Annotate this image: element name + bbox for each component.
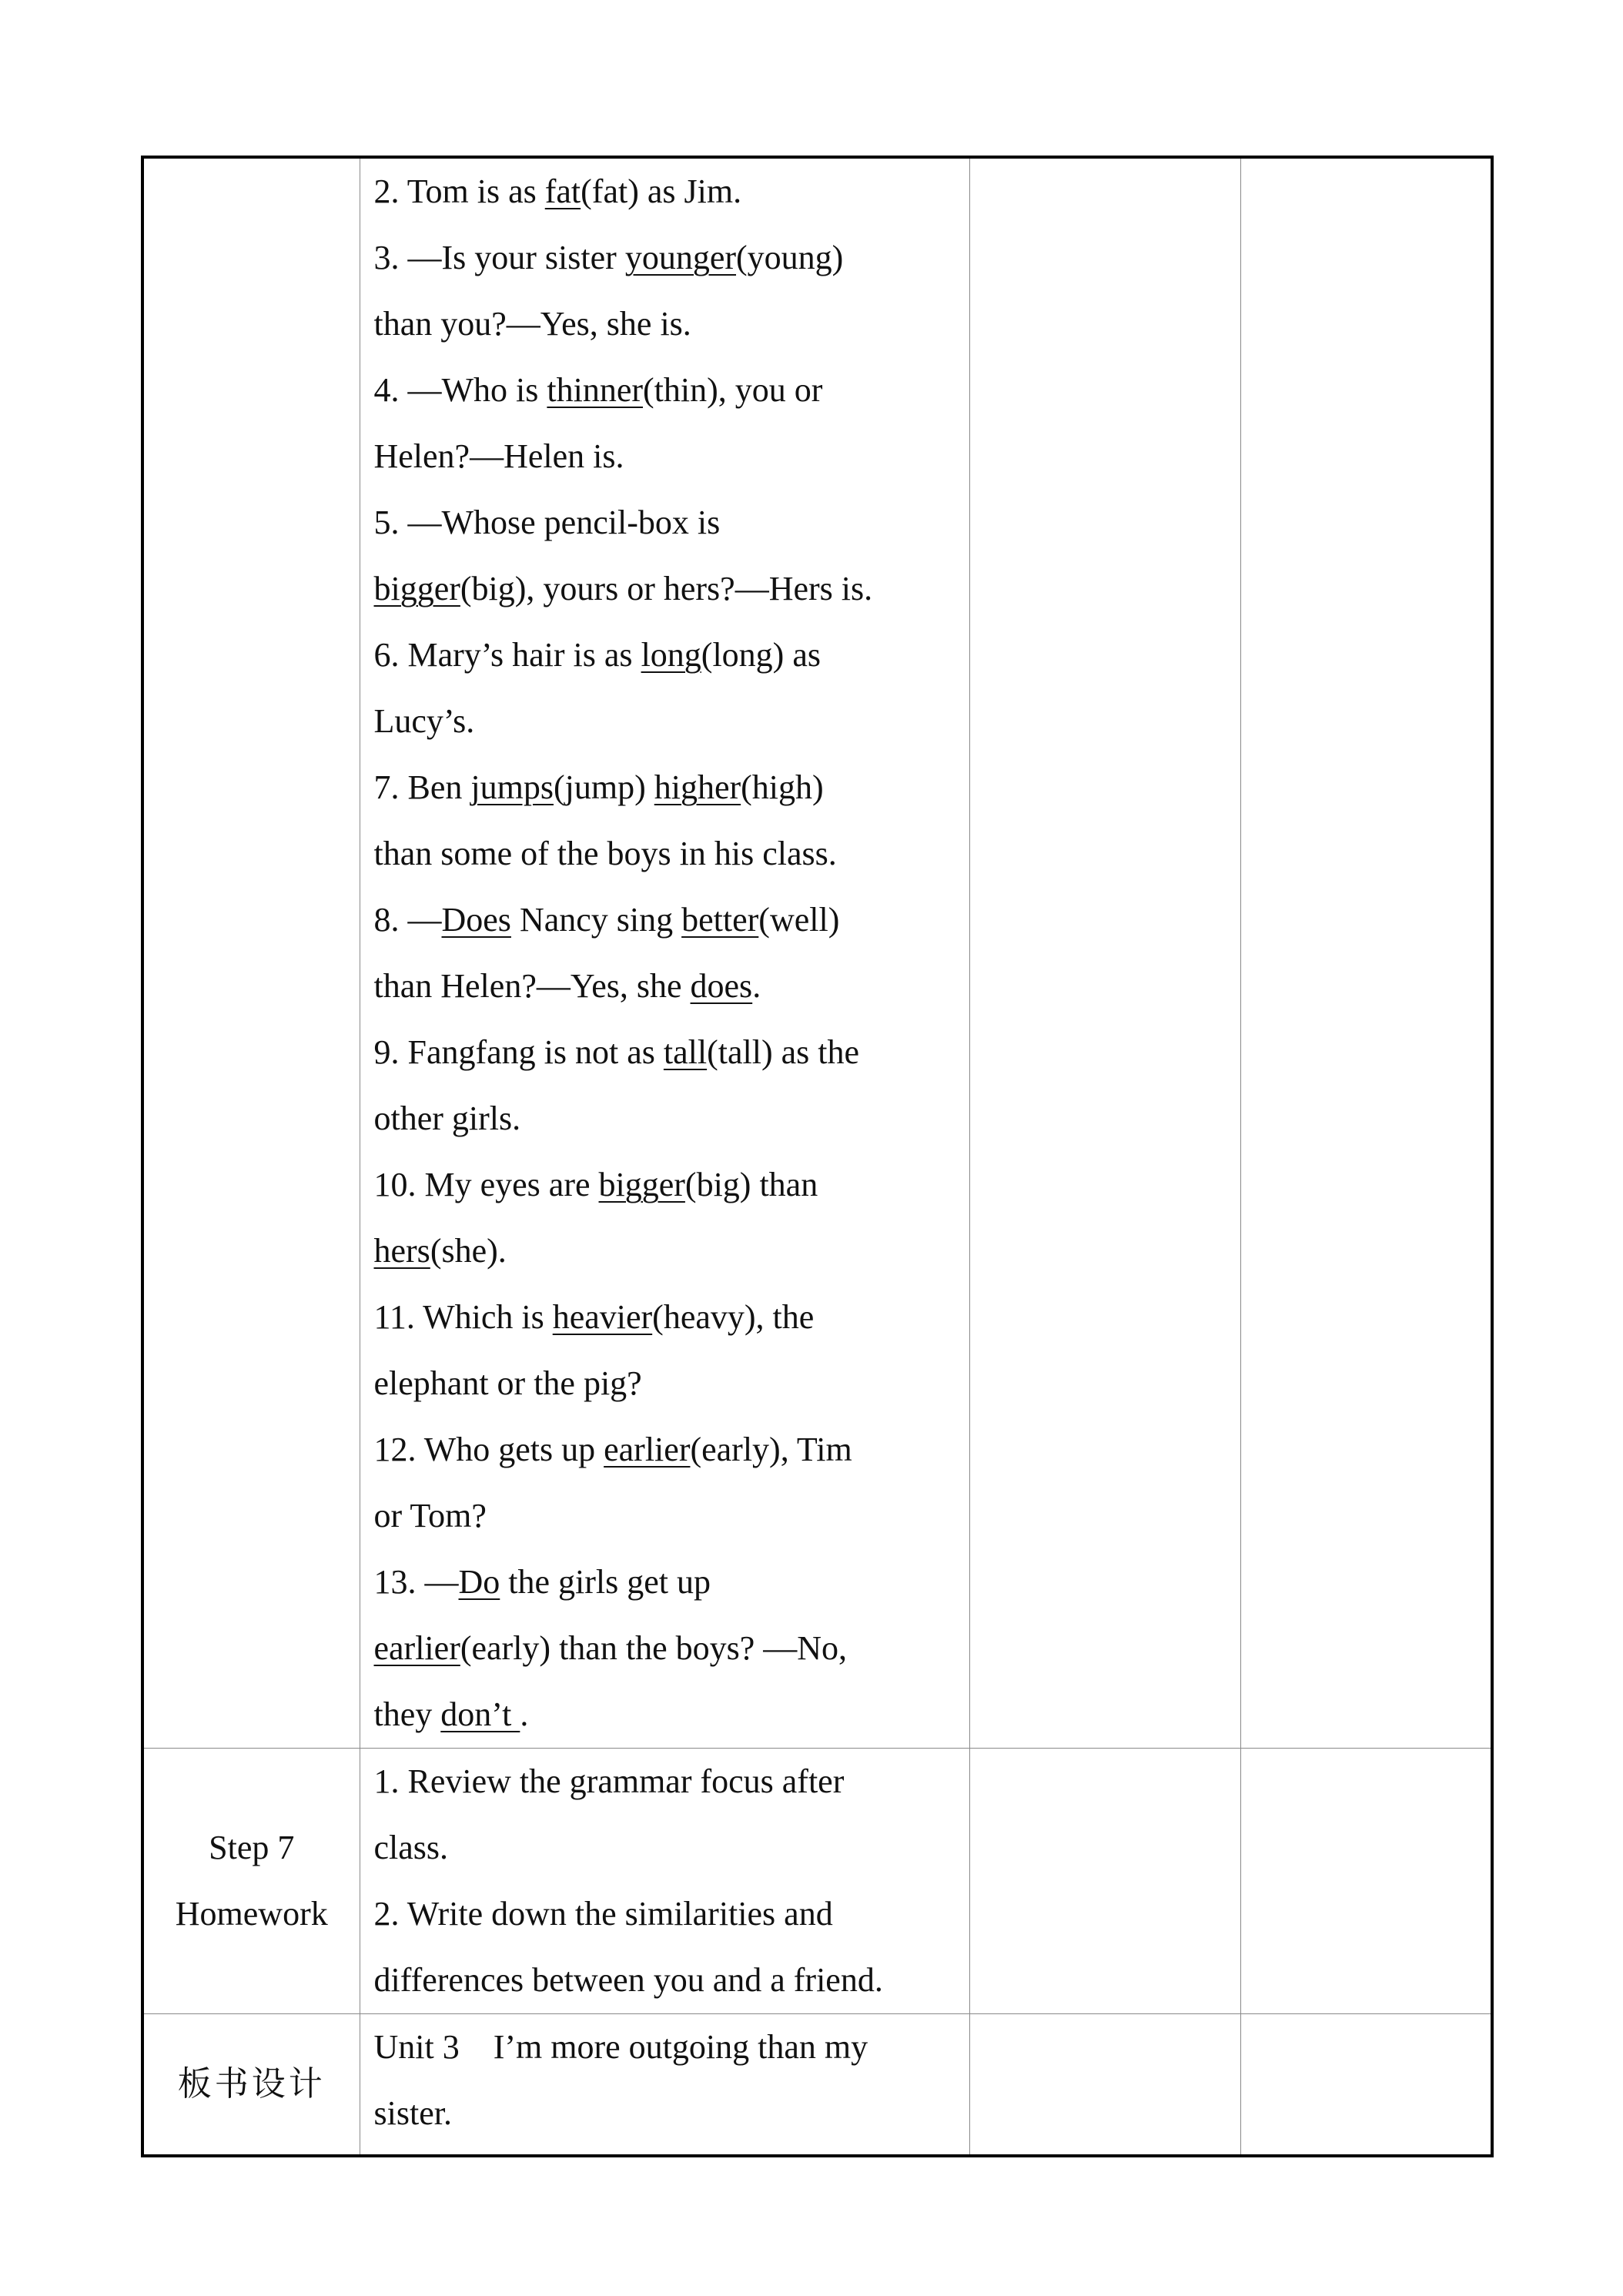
exercise-text: than you?—Yes, she is.: [373, 305, 691, 343]
step-label: Step 7: [209, 1829, 295, 1866]
answer-blank: Does: [441, 901, 511, 939]
homework-line: 1. Review the grammar focus after: [373, 1762, 845, 1800]
exercise-line: [374, 688, 954, 755]
empty-cell: [969, 157, 1240, 1749]
exercise-text: (long) as: [701, 636, 821, 674]
unit-title: I’m more outgoing than my: [493, 2028, 868, 2066]
answer-blank: thinner: [547, 371, 644, 409]
exercise-line: [374, 755, 954, 821]
answer-blank: earlier: [604, 1431, 691, 1468]
answer-blank: does: [690, 967, 753, 1005]
exercise-text: (thin), you or: [643, 371, 823, 409]
board-design-row: [142, 2014, 1492, 2156]
exercise-text: (heavy), the: [652, 1298, 815, 1336]
answer-blank: long: [641, 636, 701, 674]
exercise-text: 5. —Whose pencil-box is: [373, 504, 721, 541]
homework-content-cell: [360, 1749, 969, 2014]
exercise-line: [374, 1218, 954, 1284]
exercise-text: .: [520, 1695, 529, 1733]
homework-line: differences between you and a friend.: [373, 1961, 883, 1999]
exercise-text: 3. —Is your sister: [373, 239, 625, 276]
exercise-text: Nancy sing: [510, 901, 682, 939]
step-cell-empty: [142, 157, 360, 1749]
answer-blank: don’t: [440, 1695, 520, 1733]
exercise-line: [374, 1549, 954, 1615]
exercise-line: [374, 159, 954, 225]
exercise-text: 7. Ben: [373, 768, 471, 806]
exercise-text: (early), Tim: [690, 1431, 852, 1468]
empty-cell: [1240, 2014, 1492, 2156]
exercise-line: [374, 821, 954, 887]
empty-cell: [1240, 1749, 1492, 2014]
exercise-line: [374, 1350, 954, 1417]
exercise-row: [142, 157, 1492, 1749]
exercise-text: (big) than: [684, 1166, 818, 1203]
exercise-text: 8. —: [373, 901, 442, 939]
exercise-text: (jump): [553, 768, 654, 806]
board-design-content-cell: [360, 2014, 969, 2156]
exercise-text: than some of the boys in his class.: [373, 835, 837, 872]
exercise-text: than Helen?—Yes, she: [373, 967, 691, 1005]
exercise-text: 2. Tom is as: [373, 172, 545, 210]
exercise-text: (tall) as the: [707, 1033, 860, 1071]
answer-blank: bigger: [598, 1166, 685, 1203]
exercise-line: [374, 490, 954, 556]
step-name: Homework: [175, 1895, 328, 1933]
exercise-line: [374, 887, 954, 953]
exercise-text: 9. Fangfang is not as: [373, 1033, 664, 1071]
exercise-text: (young): [736, 239, 844, 276]
exercise-text: .: [752, 967, 761, 1005]
exercise-text: (high): [741, 768, 824, 806]
exercise-line: [374, 225, 954, 291]
exercise-line: [374, 1019, 954, 1086]
answer-blank: better: [681, 901, 759, 939]
answer-blank: jumps: [470, 768, 554, 806]
answer-blank: tall: [663, 1033, 708, 1071]
homework-lines: [360, 1749, 969, 2013]
exercise-line: [374, 1152, 954, 1218]
exercise-text: the girls get up: [500, 1563, 711, 1601]
exercise-text: Helen?—Helen is.: [373, 437, 624, 475]
exercise-line: [374, 423, 954, 490]
exercise-text: 4. —Who is: [373, 371, 547, 409]
board-design-label: 板书设计: [142, 2014, 360, 2156]
exercise-line: [374, 1417, 954, 1483]
exercise-line: [374, 556, 954, 622]
empty-cell: [969, 1749, 1240, 2014]
exercise-text: (well): [758, 901, 840, 939]
exercise-text: (fat) as Jim.: [581, 172, 742, 210]
exercise-text: other girls.: [373, 1099, 521, 1137]
exercise-text: elephant or the pig?: [373, 1364, 642, 1402]
answer-blank: earlier: [373, 1629, 460, 1667]
exercise-content-cell: [360, 157, 969, 1749]
empty-cell: [1240, 157, 1492, 1749]
exercise-line: [374, 1086, 954, 1152]
exercise-text: (big), yours or hers?—Hers is.: [460, 570, 873, 607]
exercise-line: [374, 1284, 954, 1350]
homework-row: [142, 1749, 1492, 2014]
exercise-text: (early) than the boys? —No,: [460, 1629, 848, 1667]
exercise-text: 12. Who gets up: [373, 1431, 604, 1468]
exercise-line: [374, 291, 954, 357]
answer-blank: bigger: [373, 570, 460, 607]
exercise-text: or Tom?: [373, 1497, 487, 1535]
exercise-text: Lucy’s.: [373, 702, 475, 740]
answer-blank: fat: [544, 172, 581, 210]
lesson-plan-table: [141, 156, 1494, 2157]
exercise-text: (she).: [430, 1232, 507, 1270]
exercise-text: 11. Which is: [373, 1298, 553, 1336]
exercise-line: [374, 622, 954, 688]
board-design-content: [360, 2014, 969, 2147]
answer-blank: heavier: [552, 1298, 653, 1336]
exercise-line: [374, 1483, 954, 1549]
unit-title-cont: sister.: [373, 2094, 452, 2132]
exercise-line: [374, 1615, 954, 1682]
exercise-lines: [360, 159, 969, 1748]
exercise-text: 10. My eyes are: [373, 1166, 599, 1203]
exercise-line: [374, 1682, 954, 1748]
answer-blank: higher: [654, 768, 741, 806]
answer-blank: younger: [624, 239, 736, 276]
answer-blank: hers: [373, 1232, 430, 1270]
exercise-text: 13. —: [373, 1563, 459, 1601]
unit-label: Unit 3: [373, 2028, 460, 2066]
homework-step-cell: [142, 1749, 360, 2014]
exercise-text: 6. Mary’s hair is as: [373, 636, 641, 674]
exercise-line: [374, 357, 954, 423]
answer-blank: Do: [458, 1563, 500, 1601]
empty-cell: [969, 2014, 1240, 2156]
exercise-text: they: [373, 1695, 441, 1733]
homework-line: class.: [373, 1829, 449, 1866]
exercise-line: [374, 953, 954, 1019]
homework-line: 2. Write down the similarities and: [373, 1895, 833, 1933]
